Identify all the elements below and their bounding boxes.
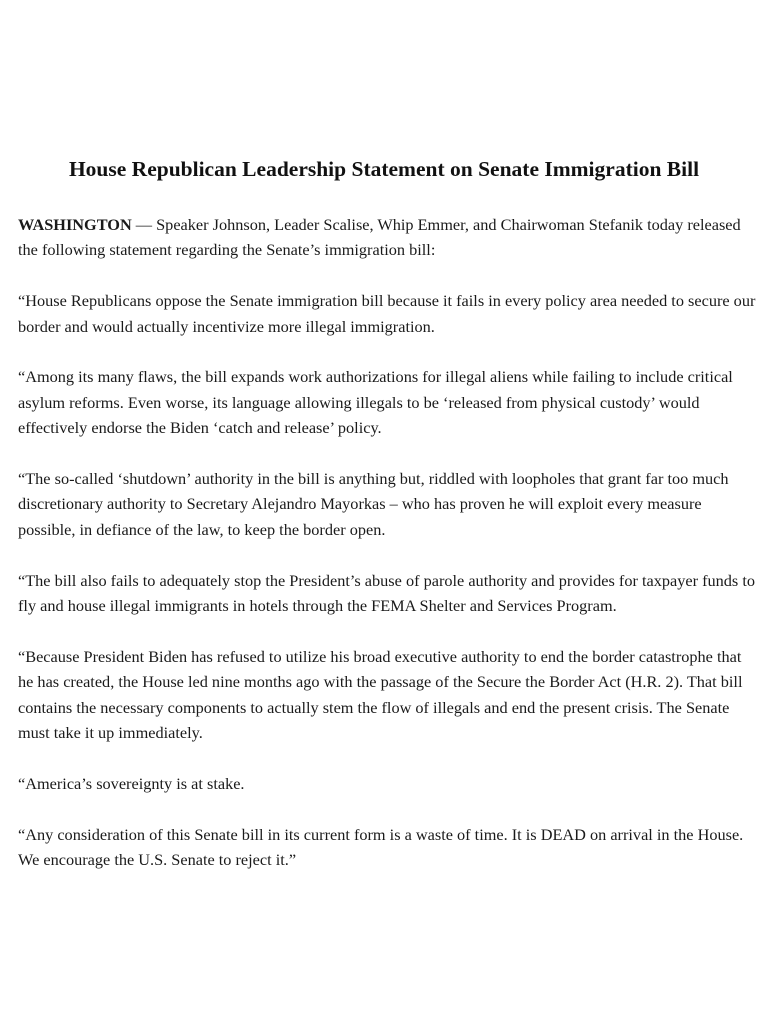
statement-paragraph: “The so-called ‘shutdown’ authority in the bill is anything but, riddled with loopholes that grant far too much discretionary authority to Secretary Alejandro Mayorkas – who has proven he will exploit every measure possible, in defiance of the law, to keep the border open. <box>18 469 729 539</box>
statement-paragraph: “Because President Biden has refused to utilize his broad executive authority to end the border catastrophe that he has created, the House led nine months ago with the passage of the Secure the Border Act (H.R. 2). That bill contains the necessary components to actually stem the flow of illegals and end the present crisis. The Senate must take it up immediately. <box>18 646 743 743</box>
intro-text: — Speaker Johnson, Leader Scalise, Whip Emmer, and Chairwoman Stefanik today released the following statement regarding the Senate’s immigration bill: <box>18 215 741 260</box>
document-title: House Republican Leadership Statement on Senate Immigration Bill <box>68 157 700 181</box>
document-body <box>18 212 758 898</box>
statement-paragraph: “Any consideration of this Senate bill in its current form is a waste of time. It is DEAD on arrival in the House. We encourage the U.S. Senate to reject it.” <box>18 824 744 870</box>
statement-paragraph: “The bill also fails to adequately stop the President’s abuse of parole authority and provides for taxpayer funds to fly and house illegal immigrants in hotels through the FEMA Shelter and Services Program. <box>18 570 755 616</box>
statement-paragraph: “America’s sovereignty is at stake. <box>18 773 245 793</box>
statement-paragraph: “Among its many flaws, the bill expands work authorizations for illegal aliens while failing to include critical asylum reforms. Even worse, its language allowing illegals to be ‘released from physical custody’ would effectively endorse the Biden ‘catch and release’ policy. <box>18 367 733 438</box>
intro-paragraph <box>18 212 758 263</box>
statement-paragraph: “House Republicans oppose the Senate immigration bill because it fails in every policy area needed to secure our border and would actually incentivize more illegal immigration. <box>18 291 756 336</box>
dateline: WASHINGTON <box>18 215 132 234</box>
